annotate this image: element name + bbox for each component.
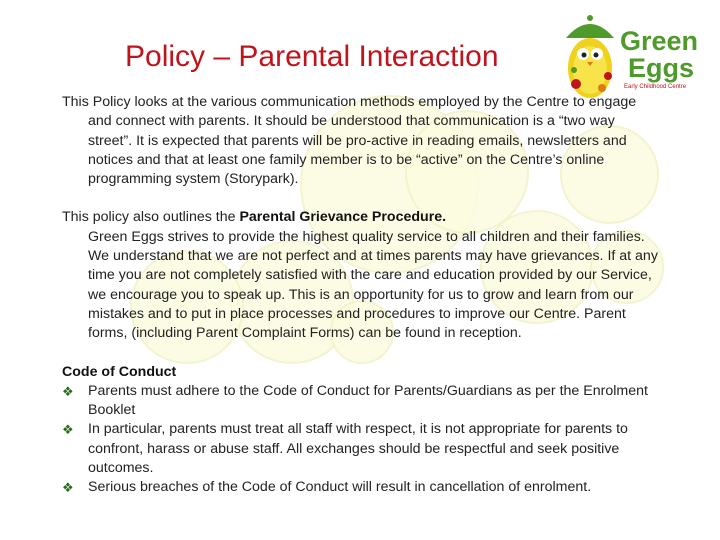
code-of-conduct-heading: Code of Conduct — [62, 363, 177, 380]
list-item — [62, 478, 662, 497]
list-item — [62, 382, 662, 421]
grievance-paragraph — [62, 208, 662, 343]
diamond-bullet-icon: ❖ — [62, 383, 74, 399]
page-title: Policy – Parental Interaction — [125, 40, 499, 73]
diamond-bullet-icon: ❖ — [62, 422, 74, 438]
policy-body — [62, 93, 662, 498]
bullet-text: In particular, parents must treat all staff with respect, it is not appropriate for parents to confront, harass or abuse staff. All exchanges should be respectful and seek positive outcomes. — [88, 421, 628, 477]
logo-tagline: Early Childhood Centre — [624, 84, 687, 90]
grievance-body: Green Eggs strives to provide the highest quality service to all children and their families. We understand that we are not perfect and at times parents may have grievances. If at any time you are not completely satisfied with the care and education provided by our Service, we encourage you to speak up. This is an opportunity for us to grow and learn from our mistakes and to put in place processes and procedures to improve our Centre. Parent forms, (including Parent Complaint Forms) can be found in reception. — [88, 228, 658, 342]
logo-wordmark — [620, 28, 698, 90]
logo-word-eggs: Eggs — [628, 53, 695, 83]
grievance-prefix: This policy also outlines the — [62, 209, 240, 226]
grievance-procedure-label: Parental Grievance Procedure. — [239, 209, 447, 226]
bullet-text: Serious breaches of the Code of Conduct will result in cancellation of enrolment. — [88, 479, 592, 496]
list-item — [62, 420, 662, 478]
diamond-bullet-icon: ❖ — [62, 480, 74, 496]
bullet-text: Parents must adhere to the Code of Conduct for Parents/Guardians as per the Enrolment Booklet — [88, 382, 648, 419]
intro-paragraph: This Policy looks at the various communication methods employed by the Centre to engage and connect with parents. It should be understood that communication is a “two way street”. It is expected that parents will be pro-active in reading emails, newsletters and notices and that at least one family member is to be “active” on the Centre’s online programming system (Storypark). — [62, 94, 637, 188]
logo-word-green: Green — [620, 26, 699, 56]
